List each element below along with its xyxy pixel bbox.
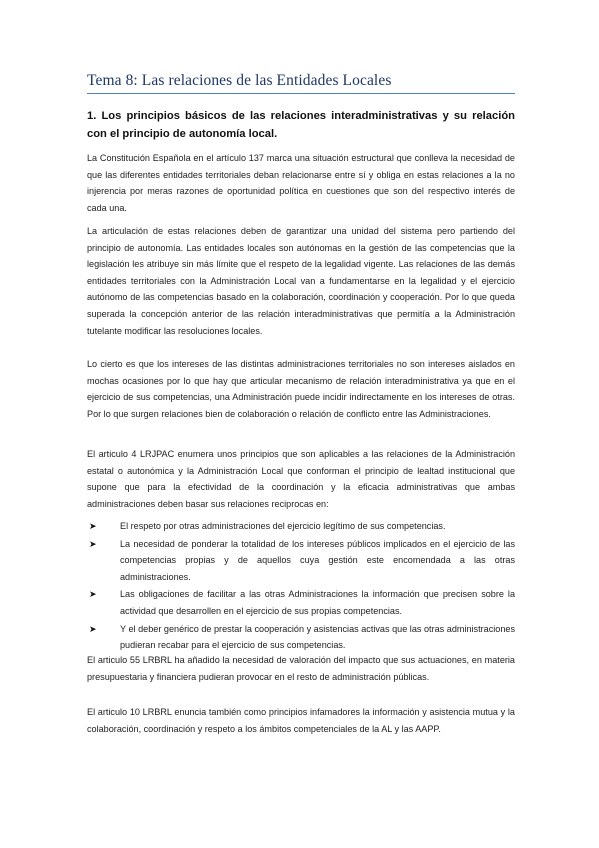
document-title: Tema 8: Las relaciones de las Entidades Locales — [87, 72, 392, 89]
title-underline — [87, 93, 515, 94]
paragraph-2: La articulación de estas relaciones deben de garantizar una unidad del sistema pero partiendo del principio de autonomía. Las entidades locales son autónomas en la gestión de las competencias que la legislación les atribuye sin más límite que el respeto de la legalidad vigente. Las relaciones de las demás entidades territoriales con la Administración Local van a fundamentarse en la legalidad y el ejercicio autónomo de las competencias basado en la colaboración, coordinación y cooperación. Por lo que queda superada la concepción anterior de las relación interadministrativas que permitía a la Administración tutelante modificar las resoluciones locales. — [87, 226, 515, 336]
list-item — [87, 586, 515, 619]
list-item-text: La necesidad de ponderar la totalidad de los intereses públicos implicados en el ejercicio de las competencias propias y de aquellos cuya gestión este encomendada a las otras administraciones. — [120, 538, 515, 582]
paragraph-6: El articulo 10 LRBRL enuncia también como principios infamadores la información y asistencia mutua y la colaboración, coordinación y respeto a los ámbitos competenciales de la AL y las AAPP. — [87, 707, 515, 734]
list-item — [87, 536, 515, 586]
section-heading: 1. Los principios básicos de las relaciones interadministrativas y su relación con el principio de autonomía local. — [87, 110, 515, 140]
arrow-bullet-icon: ➤ — [89, 521, 97, 531]
arrow-bullet-icon: ➤ — [89, 538, 97, 549]
paragraph-4: El articulo 4 LRJPAC enumera unos principios que son aplicables a las relaciones de la Administración estatal o autonómica y la Administración Local que conforman el principio de lealtad institucional que supone que para la efectividad de la coordinación y la eficacia administrativas que ambas administraciones deben basar sus relaciones reciprocas en: — [87, 449, 515, 509]
list-item — [87, 518, 515, 535]
list-item-text: Las obligaciones de facilitar a las otras Administraciones la información que precisen sobre la actividad que desarrollen en el ejercicio de sus propias competencias. — [120, 589, 515, 616]
paragraph-3: Lo cierto es que los intereses de las distintas administraciones territoriales no son intereses aislados en mochas ocasiones por lo que hay que articular mecanismo de relación interadministrativa ya que en el ejercicio de sus competencias, una Administración puede incidir indirectamente en los intereses de otras. Por lo que surgen relaciones bien de colaboración o relación de conflicto entre las Administraciones. — [87, 359, 515, 419]
principles-list — [87, 518, 515, 655]
list-item — [87, 621, 515, 654]
paragraph-1: La Constitución Española en el artículo 137 marca una situación estructural que conlleva la necesidad de que las diferentes entidades territoriales deban relacionarse entre sí y obliga en estas relaciones a la no injerencia por meras razones de oportunidad política en cuestiones que son del respectivo interés de cada una. — [87, 153, 515, 213]
arrow-bullet-icon: ➤ — [89, 589, 97, 600]
arrow-bullet-icon: ➤ — [89, 623, 97, 634]
list-item-text: El respeto por otras administraciones del ejercicio legítimo de sus competencias. — [120, 521, 446, 531]
paragraph-5: El articulo 55 LRBRL ha añadido la necesidad de valoración del impacto que sus actuaciones, en materia presupuestaria y financiera pudieran provocar en el resto de administración públicas. — [87, 655, 515, 682]
list-item-text: Y el deber genérico de prestar la cooperación y asistencias activas que las otras administraciones pudieran recabar para el ejercicio de sus competencias. — [120, 623, 515, 651]
